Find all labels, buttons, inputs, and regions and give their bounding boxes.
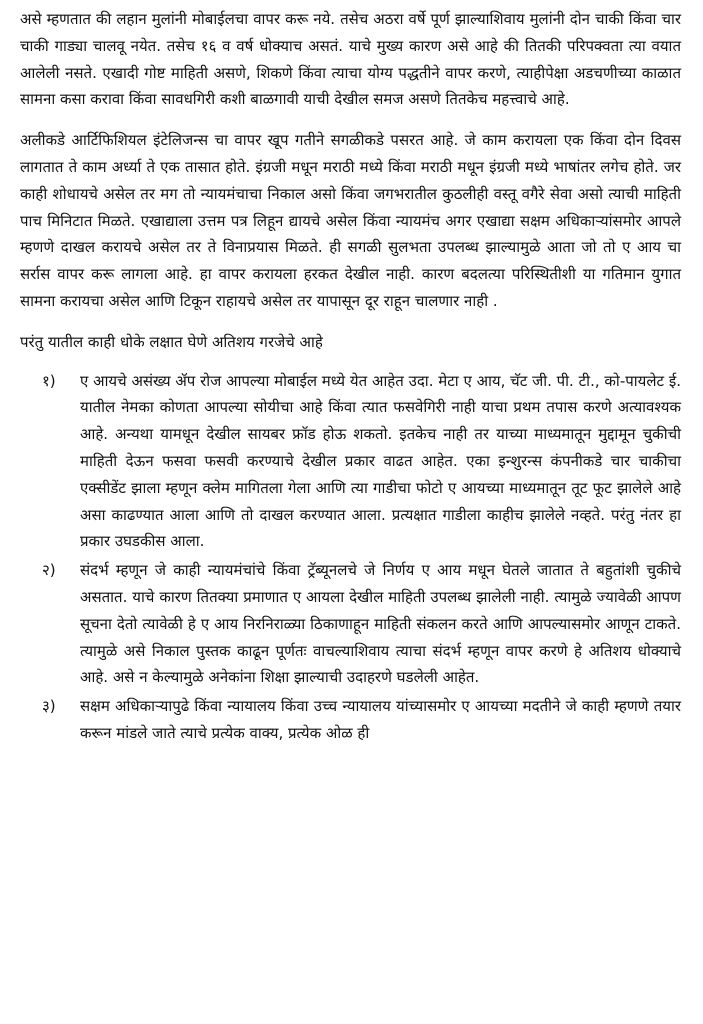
list-item	[20, 368, 681, 556]
list-item-number: १)	[42, 371, 56, 390]
list-item-number: २)	[42, 561, 56, 580]
paragraph-1: असे म्हणतात की लहान मुलांनी मोबाईलचा वापर करू नये. तसेच अठरा वर्षे पूर्ण झाल्याशिवाय मुलांनी दोन चाकी किंवा चार चाकी गाड्या चालवू नयेत. तसेच १६ व वर्ष धोक्याच असतं. याचे मुख्य कारण असे आहे की तितकी परिपक्वता त्या वयात आलेली नसते. एखादी गोष्ट माहिती असणे, शिकणे किंवा त्याचा योग्य पद्धतीने वापर करणे, त्याहीपेक्षा अडचणीच्या काळात सामना कसा करावा किंवा सावधगिरी कशी बाळगावी याची देखील समज असणे तितकेच महत्त्वाचे आहे.	[20, 10, 681, 109]
list-item	[20, 557, 681, 691]
risk-list	[20, 368, 681, 747]
list-item-text: संदर्भ म्हणून जे काही न्यायमंचांचे किंवा ट्रॅब्यूनलचे जे निर्णय ए आय मधून घेतले जातात ते बहुतांशी चुकीचे असतात. याचे कारण तितक्या प्रमाणात ए आयला देखील माहिती उपलब्ध झालेली नाही. त्यामुळे ज्यावेळी आपण सूचना देतो त्यावेळी हे ए आय निरनिराळ्या ठिकाणाहून माहिती संकलन करते आणि आपल्यासमोर आणून टाकते. त्यामुळे असे निकाल पुस्तक काढून पूर्णतः वाचल्याशिवाय त्याचा संदर्भ म्हणून वापर करणे हे अतिशय धोक्याचे आहे. असे न केल्यामुळे अनेकांना शिक्षा झाल्याची उदाहरणे घडलेली आहेत.	[80, 561, 681, 687]
list-intro: परंतु यातील काही धोके लक्षात घेणे अतिशय गरजेचे आहे	[20, 332, 323, 351]
list-item-text: सक्षम अधिकाऱ्यापुढे किंवा न्यायालय किंवा उच्च न्यायालय यांच्यासमोर ए आयच्या मदतीने जे काही म्हणणे तयार करून मांडले जाते त्याचे प्रत्येक वाक्य, प्रत्येक ओळ ही	[80, 697, 681, 742]
list-item-text: ए आयचे असंख्य ॲप रोज आपल्या मोबाईल मध्ये येत आहेत उदा. मेटा ए आय, चॅट जी. पी. टी., को-पायलेट ई. यातील नेमका कोणता आपल्या सोयीचा आहे किंवा त्यात फसवेगिरी नाही याचा प्रथम तपास करणे अत्यावश्यक आहे. अन्यथा यामधून देखील सायबर फ्रॉड होऊ शकतो. इतकेच नाही तर याच्या माध्यमातून मुद्दामून चुकीची माहिती देऊन फसवा फसवी करण्याचे देखील प्रकार वाढत आहेत. एका इन्शुरन्स कंपनीकडे चार चाकीचा एक्सीडेंट झाला म्हणून क्लेम मागितला गेला आणि त्या गाडीचा फोटो ए आयच्या माध्यमातून तूट फूट झालेले आहे असा काढण्यात आला आणि तो दाखल करण्यात आला. प्रत्यक्षात गाडीला काहीच झालेले नव्हते. परंतु नंतर हा प्रकार उघडकीस आला.	[80, 371, 681, 551]
list-item	[20, 693, 681, 747]
paragraph-2: अलीकडे आर्टिफिशियल इंटेलिजन्स चा वापर खूप गतीने सगळीकडे पसरत आहे. जे काम करायला एक किंवा दोन दिवस लागतात ते काम अर्ध्या ते एक तासात होते. इंग्रजी मधून मराठी मध्ये किंवा मराठी मधून इंग्रजी मध्ये भाषांतर लगेच होते. जर काही शोधायचे असेल तर मग तो न्यायमंचाचा निकाल असो किंवा जगभरातील कुठलीही वस्तू वगैरे सेवा असो त्याची माहिती पाच मिनिटात मिळते. एखाद्याला उत्तम पत्र लिहून द्यायचे असेल किंवा न्यायमंच अगर एखाद्या सक्षम अधिकाऱ्यांसमोर आपले म्हणणे दाखल करायचे असेल तर ते विनाप्रयास मिळते. ही सगळी सुलभता उपलब्ध झाल्यामुळे आता जो तो ए आय चा सर्रास वापर करू लागला आहे. हा वापर करायला हरकत देखील नाही. कारण बदलत्या परिस्थितीशी या गतिमान युगात सामना करायचा असेल आणि टिकून राहायचे असेल तर यापासून दूर राहून चालणार नाही .	[20, 131, 681, 310]
list-item-number: ३)	[42, 697, 56, 716]
